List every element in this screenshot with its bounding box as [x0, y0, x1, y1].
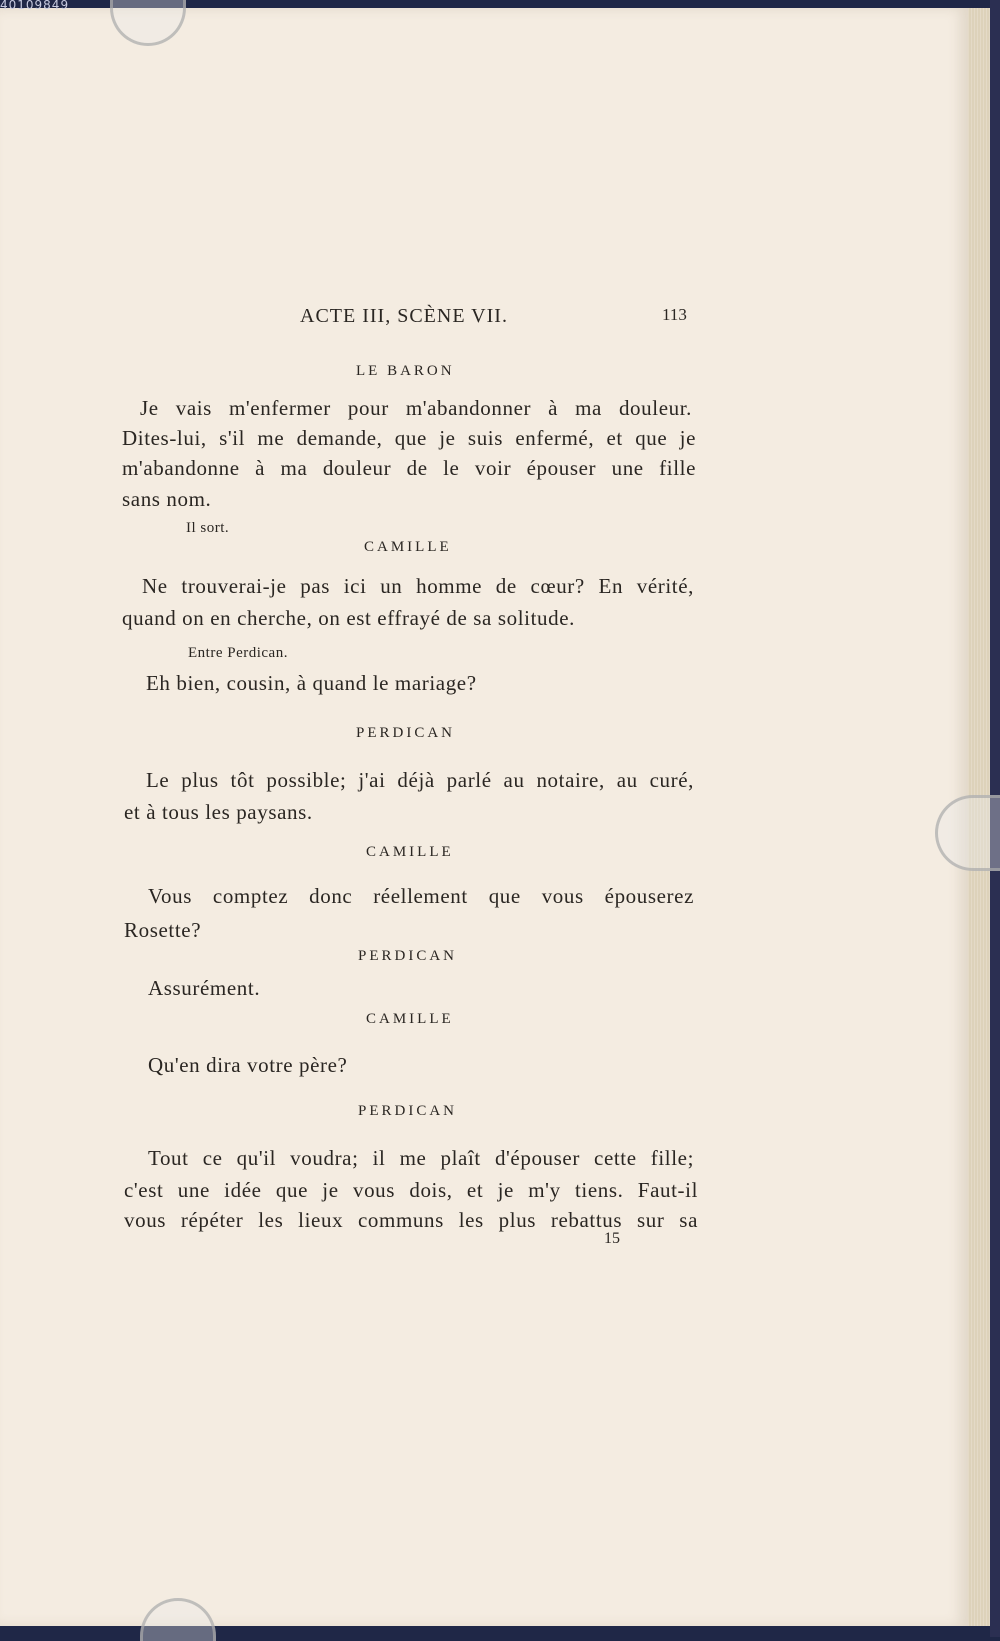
speaker-name: CAMILLE — [366, 844, 454, 860]
text-line: Vous comptez donc réellement que vous épouserez — [148, 884, 694, 908]
speaker-name: LE BARON — [356, 363, 455, 379]
signature-mark: 15 — [604, 1230, 620, 1247]
running-title: ACTE III, SCÈNE VII. — [300, 305, 508, 327]
stage-direction: Entre Perdican. — [188, 645, 288, 661]
text-line: Je vais m'enfermer pour m'abandonner à ma douleur. — [140, 396, 692, 420]
text-line: Tout ce qu'il voudra; il me plaît d'épouser cette fille; — [148, 1146, 694, 1170]
speaker-name: PERDICAN — [358, 1103, 458, 1119]
text-line: Eh bien, cousin, à quand le mariage? — [146, 671, 477, 695]
text-line: Le plus tôt possible; j'ai déjà parlé au notaire, au curé, — [146, 768, 694, 792]
speaker-name: PERDICAN — [356, 725, 456, 741]
text-line: Dites-lui, s'il me demande, que je suis enfermé, et que je — [122, 426, 696, 450]
page-number: 113 — [662, 305, 687, 324]
text-line: Rosette? — [124, 918, 202, 942]
text-line: et à tous les paysans. — [124, 800, 313, 824]
speaker-name: PERDICAN — [358, 948, 458, 964]
book-page — [0, 8, 968, 1626]
catalog-label: 40109849 — [0, 0, 70, 10]
speaker-name: CAMILLE — [364, 539, 452, 555]
text-line: m'abandonne à ma douleur de le voir épouser une fille — [122, 456, 696, 480]
stage-direction: Il sort. — [186, 520, 230, 536]
text-line: c'est une idée que je vous dois, et je m'y tiens. Faut-il — [124, 1178, 698, 1202]
text-line: sans nom. — [122, 487, 212, 511]
speaker-name: CAMILLE — [366, 1011, 454, 1027]
text-line: quand on en cherche, on est effrayé de sa solitude. — [122, 606, 575, 630]
text-line: Assurément. — [148, 976, 261, 1000]
text-line: Qu'en dira votre père? — [148, 1053, 348, 1077]
text-line: Ne trouverai-je pas ici un homme de cœur? En vérité, — [142, 574, 694, 598]
text-line: vous répéter les lieux communs les plus rebattus sur sa — [124, 1208, 698, 1232]
